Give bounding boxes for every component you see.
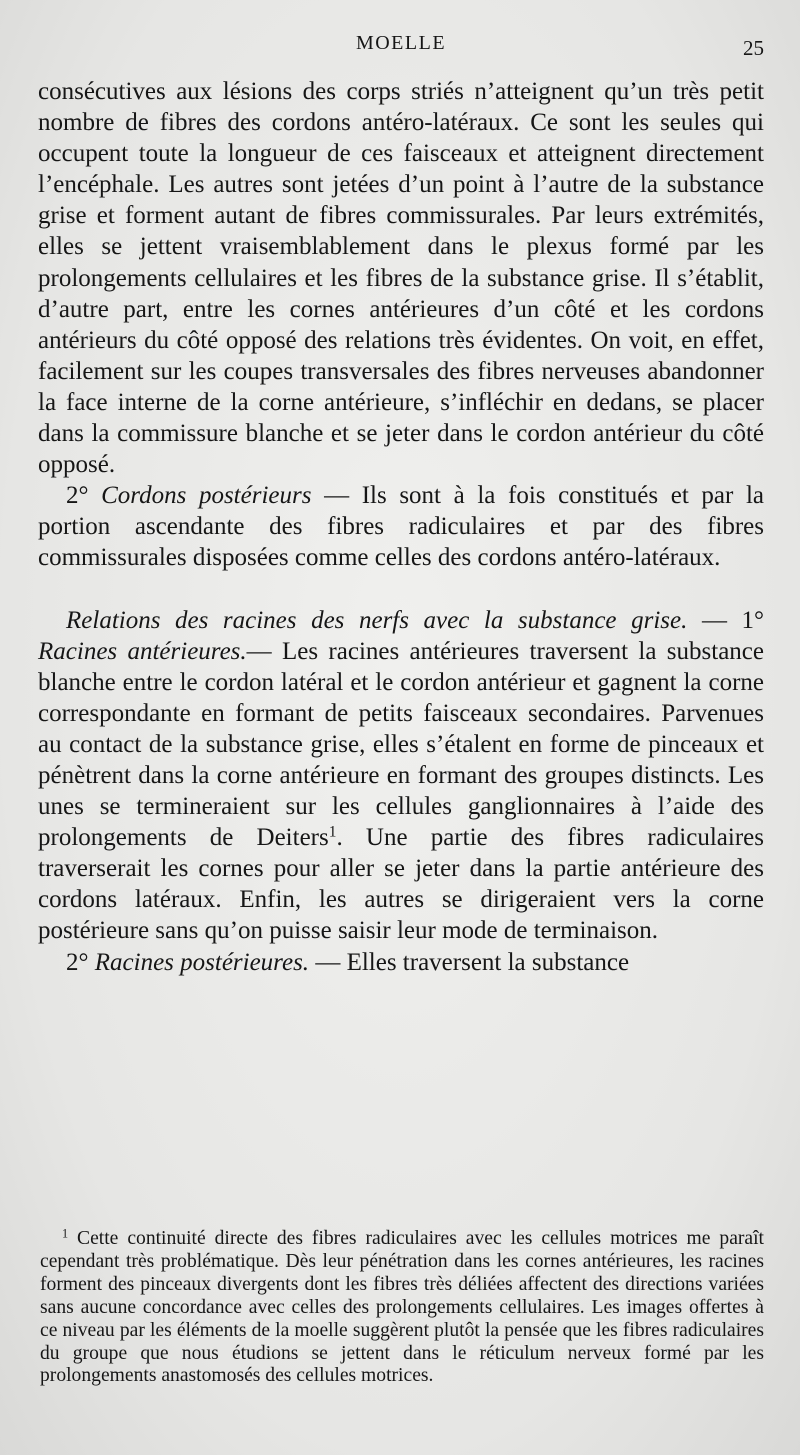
section-text: — Elles traversent la substance (315, 948, 630, 976)
section-text: — Ils sont à la fois constitués et par la portion ascendante des fibres radiculaires et par des fibres commissurales disposées comme celles des cordons antéro-latéraux. (38, 482, 764, 572)
page-number: 25 (743, 36, 764, 60)
section-number: — 1° (701, 606, 765, 634)
section-subtitle: Racines antérieures. (38, 637, 247, 665)
footnote (40, 1228, 764, 1388)
section-number: 2° (66, 948, 89, 976)
section-title: Racines postérieures. (94, 948, 310, 976)
footnote-text: Cette continuité directe des fibres radiculaires avec les cellules motrices me paraît cependant très problématique. Dès leur pénétration dans les cornes antérieures, les racines forment des pinceaux divergents dont les fibres très déliées affectent des directions variées sans aucune concordance avec celles des prolongements cellulaires. Les images offertes à ce niveau par les éléments de la moelle suggèrent plutôt la pensée que les fibres radiculaires du groupe que nous étudions se jettent dans le réticulum nerveux formé par les prolongements anastomosés des cellules motrices. (40, 1228, 764, 1387)
section-number: 2° (66, 482, 89, 510)
section-title: Cordons postérieurs (101, 482, 312, 510)
paragraph-relations (38, 605, 764, 947)
section-text-end: . Une partie des fibres radiculaires traverserait les cornes pour aller se jeter dans la partie antérieure des cordons latéraux. Enfin, les autres se dirigeraient vers la corne postérieure sans qu’on puisse saisir leur mode de terminaison. (38, 824, 764, 945)
paragraph-cordons-posterieurs (38, 480, 764, 573)
page-header (38, 30, 764, 60)
body-text (38, 76, 764, 978)
paragraph-continuation: consécutives aux lésions des corps striés n’atteignent qu’un très petit nombre de fibres des cordons antéro-latéraux. Ce sont les seules qui occupent toute la longueur de ces faisceaux et atteignent directement l’encéphale. Les autres sont jetées d’un point à l’autre de la substance grise et forment autant de fibres commissurales. Par leurs extrémités, elles se jettent vraisemblablement dans le plexus formé par les prolongements cellulaires et les fibres de la substance grise. Il s’établit, d’autre part, entre les cornes antérieures d’un côté et les cordons antérieurs du côté opposé des relations très évidentes. On voit, en effet, facilement sur les coupes transversales des fibres nerveuses abandonner la face interne de la corne antérieure, s’infléchir en dedans, se placer dans la commissure blanche et se jeter dans le cordon antérieur du côté opposé. (38, 78, 764, 479)
footnote-marker: 1 (62, 1226, 69, 1241)
paragraph-racines-posterieures (38, 947, 764, 978)
running-head: MOELLE (355, 32, 447, 54)
paragraph-gap (38, 574, 764, 605)
section-heading: Relations des racines des nerfs avec la substance grise. (66, 606, 688, 634)
section-text: — Les racines antérieures traversent la substance blanche entre le cordon latéral et le cordon antérieur et gagnent la corne correspondante en formant de petits faisceaux secondaires. Parvenues au contact de la substance grise, elles s’étalent en forme de pinceaux et pénètrent dans la corne antérieure en formant des groupes distincts. Les unes se termineraient sur les cellules ganglionnaires à l’aide des prolongements de Deiters (38, 637, 765, 852)
footnote-reference[interactable]: 1 (328, 823, 337, 841)
